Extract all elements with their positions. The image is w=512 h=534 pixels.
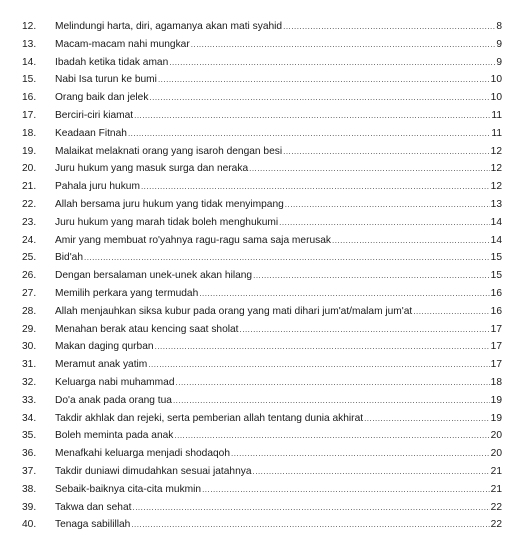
toc-entry-page-number: 16 <box>490 305 502 317</box>
toc-entry-page-number: 15 <box>490 270 502 282</box>
toc-entry-number: 23. <box>22 216 37 228</box>
toc-entry-number: 34. <box>22 412 37 424</box>
toc-entry-page-number: 12 <box>490 181 502 193</box>
dot-leader <box>231 445 490 463</box>
toc-entry-number: 38. <box>22 483 37 495</box>
toc-entry-title: Macam-macam nahi mungkar <box>55 38 190 50</box>
toc-entry <box>55 196 502 214</box>
dot-leader <box>279 214 490 232</box>
toc-row <box>0 374 512 392</box>
toc-entry-title: Dengan bersalaman unek-unek akan hilang <box>55 270 253 282</box>
toc-entry-number: 12. <box>22 21 37 32</box>
dot-leader <box>202 481 490 499</box>
toc-entry-number: 25. <box>22 252 37 264</box>
dot-leader <box>169 54 495 72</box>
toc-entry-title: Melindungi harta, diri, agamanya akan mati syahid <box>55 21 283 32</box>
dot-leader <box>191 36 496 54</box>
toc-entry-number: 22. <box>22 198 37 210</box>
toc-entry <box>55 321 502 339</box>
toc-entry-page-number: 14 <box>490 234 502 246</box>
toc-entry-title: Malaikat melaknati orang yang isaroh dengan besi <box>55 145 283 157</box>
toc-entry-title: Nabi Isa turun ke bumi <box>55 74 157 86</box>
dot-leader <box>148 356 489 374</box>
table-of-contents <box>0 18 512 534</box>
toc-entry-page-number: 22 <box>490 519 502 531</box>
toc-entry-number: 30. <box>22 341 37 353</box>
toc-entry-title: Meramut anak yatim <box>55 359 148 371</box>
toc-entry-title: Sebaik-baiknya cita-cita mukmin <box>55 483 202 495</box>
toc-entry <box>55 516 502 534</box>
dot-leader <box>176 374 490 392</box>
toc-entry-title: Do'a anak pada orang tua <box>55 394 172 406</box>
toc-entry-number: 21. <box>22 181 37 193</box>
toc-entry-page-number: 12 <box>490 145 502 157</box>
toc-entry-page-number: 17 <box>490 359 502 371</box>
toc-row <box>0 338 512 356</box>
toc-entry-page-number: 17 <box>490 341 502 353</box>
toc-entry <box>55 410 502 428</box>
toc-row <box>0 160 512 178</box>
dot-leader <box>253 463 490 481</box>
toc-row <box>0 321 512 339</box>
toc-row <box>0 214 512 232</box>
toc-row <box>0 285 512 303</box>
toc-entry <box>55 463 502 481</box>
dot-leader <box>253 267 490 285</box>
toc-entry-number: 20. <box>22 163 37 175</box>
dot-leader <box>134 107 490 125</box>
toc-entry-title: Memilih perkara yang termudah <box>55 287 199 299</box>
toc-row <box>0 463 512 481</box>
toc-entry-title: Tenaga sabilillah <box>55 519 131 531</box>
toc-entry <box>55 499 502 517</box>
toc-entry-title: Allah bersama juru hukum yang tidak menyimpang <box>55 198 284 210</box>
toc-entry <box>55 107 502 125</box>
dot-leader <box>131 516 489 534</box>
toc-entry-page-number: 22 <box>490 501 502 513</box>
toc-entry-number: 26. <box>22 270 37 282</box>
toc-entry-number: 13. <box>22 38 37 50</box>
toc-entry-page-number: 21 <box>490 465 502 477</box>
dot-leader <box>84 249 490 267</box>
dot-leader <box>413 303 489 321</box>
toc-entry <box>55 143 502 161</box>
toc-entry-number: 14. <box>22 56 37 68</box>
toc-entry-page-number: 19 <box>490 412 502 424</box>
toc-entry <box>55 267 502 285</box>
toc-entry <box>55 178 502 196</box>
toc-entry <box>55 18 502 36</box>
toc-row <box>0 516 512 534</box>
toc-entry-number: 18. <box>22 127 37 139</box>
toc-entry-page-number: 15 <box>490 252 502 264</box>
toc-row <box>0 196 512 214</box>
toc-row <box>0 303 512 321</box>
toc-entry-title: Juru hukum yang marah tidak boleh menghukumi <box>55 216 279 228</box>
toc-row <box>0 71 512 89</box>
toc-row <box>0 427 512 445</box>
toc-entry-number: 19. <box>22 145 37 157</box>
toc-entry-page-number: 21 <box>490 483 502 495</box>
dot-leader <box>240 321 490 339</box>
toc-entry-title: Pahala juru hukum <box>55 181 140 193</box>
toc-entry <box>55 232 502 250</box>
dot-leader <box>199 285 489 303</box>
toc-row <box>0 125 512 143</box>
toc-entry-number: 16. <box>22 92 37 104</box>
toc-entry <box>55 303 502 321</box>
dot-leader <box>158 71 490 89</box>
toc-entry-number: 35. <box>22 430 37 442</box>
toc-entry-title: Allah menjauhkan siksa kubur pada orang yang mati dihari jum'at/malam jum'at <box>55 305 413 317</box>
toc-entry <box>55 356 502 374</box>
toc-entry-page-number: 8 <box>496 21 502 32</box>
toc-entry-page-number: 17 <box>490 323 502 335</box>
toc-row <box>0 481 512 499</box>
toc-entry-page-number: 19 <box>490 394 502 406</box>
toc-row <box>0 36 512 54</box>
dot-leader <box>141 178 490 196</box>
toc-entry-number: 32. <box>22 376 37 388</box>
toc-entry-title: Menahan berak atau kencing saat sholat <box>55 323 239 335</box>
dot-leader <box>332 232 490 250</box>
dot-leader <box>283 18 495 36</box>
toc-entry-title: Takwa dan sehat <box>55 501 132 513</box>
toc-entry <box>55 338 502 356</box>
toc-entry <box>55 481 502 499</box>
toc-row <box>0 232 512 250</box>
toc-entry <box>55 445 502 463</box>
toc-entry-title: Makan daging qurban <box>55 341 154 353</box>
toc-entry <box>55 54 502 72</box>
toc-entry-page-number: 9 <box>496 38 502 50</box>
toc-entry-title: Keluarga nabi muhammad <box>55 376 175 388</box>
dot-leader <box>249 160 490 178</box>
toc-entry-title: Takdir akhlak dan rejeki, serta pemberian allah tentang dunia akhirat <box>55 412 364 424</box>
toc-row <box>0 178 512 196</box>
dot-leader <box>173 392 490 410</box>
toc-row <box>0 410 512 428</box>
toc-row <box>0 392 512 410</box>
toc-entry-number: 28. <box>22 305 37 317</box>
toc-entry-title: Orang baik dan jelek <box>55 92 149 104</box>
toc-entry <box>55 214 502 232</box>
toc-row <box>0 499 512 517</box>
toc-row <box>0 89 512 107</box>
toc-entry-page-number: 10 <box>490 74 502 86</box>
toc-entry <box>55 36 502 54</box>
toc-entry-title: Menafkahi keluarga menjadi shodaqoh <box>55 448 231 460</box>
toc-entry-page-number: 10 <box>490 92 502 104</box>
dot-leader <box>174 427 489 445</box>
toc-entry-page-number: 14 <box>490 216 502 228</box>
toc-entry-number: 39. <box>22 501 37 513</box>
toc-entry-number: 31. <box>22 359 37 371</box>
toc-entry-page-number: 20 <box>490 448 502 460</box>
dot-leader <box>283 143 490 161</box>
dot-leader <box>155 338 490 356</box>
dot-leader <box>132 499 489 517</box>
dot-leader <box>128 125 490 143</box>
toc-entry-page-number: 11 <box>491 109 502 121</box>
toc-entry <box>55 249 502 267</box>
toc-entry <box>55 89 502 107</box>
toc-row <box>0 267 512 285</box>
toc-entry <box>55 392 502 410</box>
toc-entry-number: 29. <box>22 323 37 335</box>
toc-row <box>0 445 512 463</box>
toc-entry-title: Keadaan Fitnah <box>55 127 127 139</box>
toc-row <box>0 249 512 267</box>
toc-entry-title: Berciri-ciri kiamat <box>55 109 134 121</box>
toc-entry-title: Boleh meminta pada anak <box>55 430 174 442</box>
dot-leader <box>364 410 490 428</box>
toc-entry-number: 17. <box>22 109 37 121</box>
toc-entry-page-number: 18 <box>490 376 502 388</box>
toc-entry-title: Takdir duniawi dimudahkan sesuai jatahnya <box>55 465 252 477</box>
toc-entry <box>55 160 502 178</box>
toc-entry-page-number: 12 <box>490 163 502 175</box>
toc-entry <box>55 285 502 303</box>
dot-leader <box>149 89 489 107</box>
toc-entry-page-number: 9 <box>496 56 502 68</box>
toc-entry-title: Bid'ah <box>55 252 84 264</box>
toc-entry-title: Ibadah ketika tidak aman <box>55 56 169 68</box>
toc-row <box>0 143 512 161</box>
toc-row <box>0 107 512 125</box>
toc-entry-number: 24. <box>22 234 37 246</box>
toc-row <box>0 18 512 36</box>
toc-row <box>0 356 512 374</box>
toc-entry-number: 40. <box>22 519 37 531</box>
toc-entry-title: Juru hukum yang masuk surga dan neraka <box>55 163 249 175</box>
toc-entry-title: Amir yang membuat ro'yahnya ragu-ragu sama saja merusak <box>55 234 331 246</box>
toc-row <box>0 54 512 72</box>
toc-entry-page-number: 11 <box>491 127 502 139</box>
toc-entry-page-number: 20 <box>490 430 502 442</box>
toc-entry <box>55 374 502 392</box>
toc-entry-number: 37. <box>22 465 37 477</box>
toc-entry <box>55 427 502 445</box>
toc-entry-number: 36. <box>22 448 37 460</box>
toc-entry-page-number: 16 <box>490 287 502 299</box>
toc-entry <box>55 125 502 143</box>
toc-entry-number: 27. <box>22 287 37 299</box>
toc-entry-number: 15. <box>22 74 37 86</box>
toc-entry-number: 33. <box>22 394 37 406</box>
dot-leader <box>285 196 490 214</box>
toc-entry-page-number: 13 <box>490 198 502 210</box>
toc-entry <box>55 71 502 89</box>
